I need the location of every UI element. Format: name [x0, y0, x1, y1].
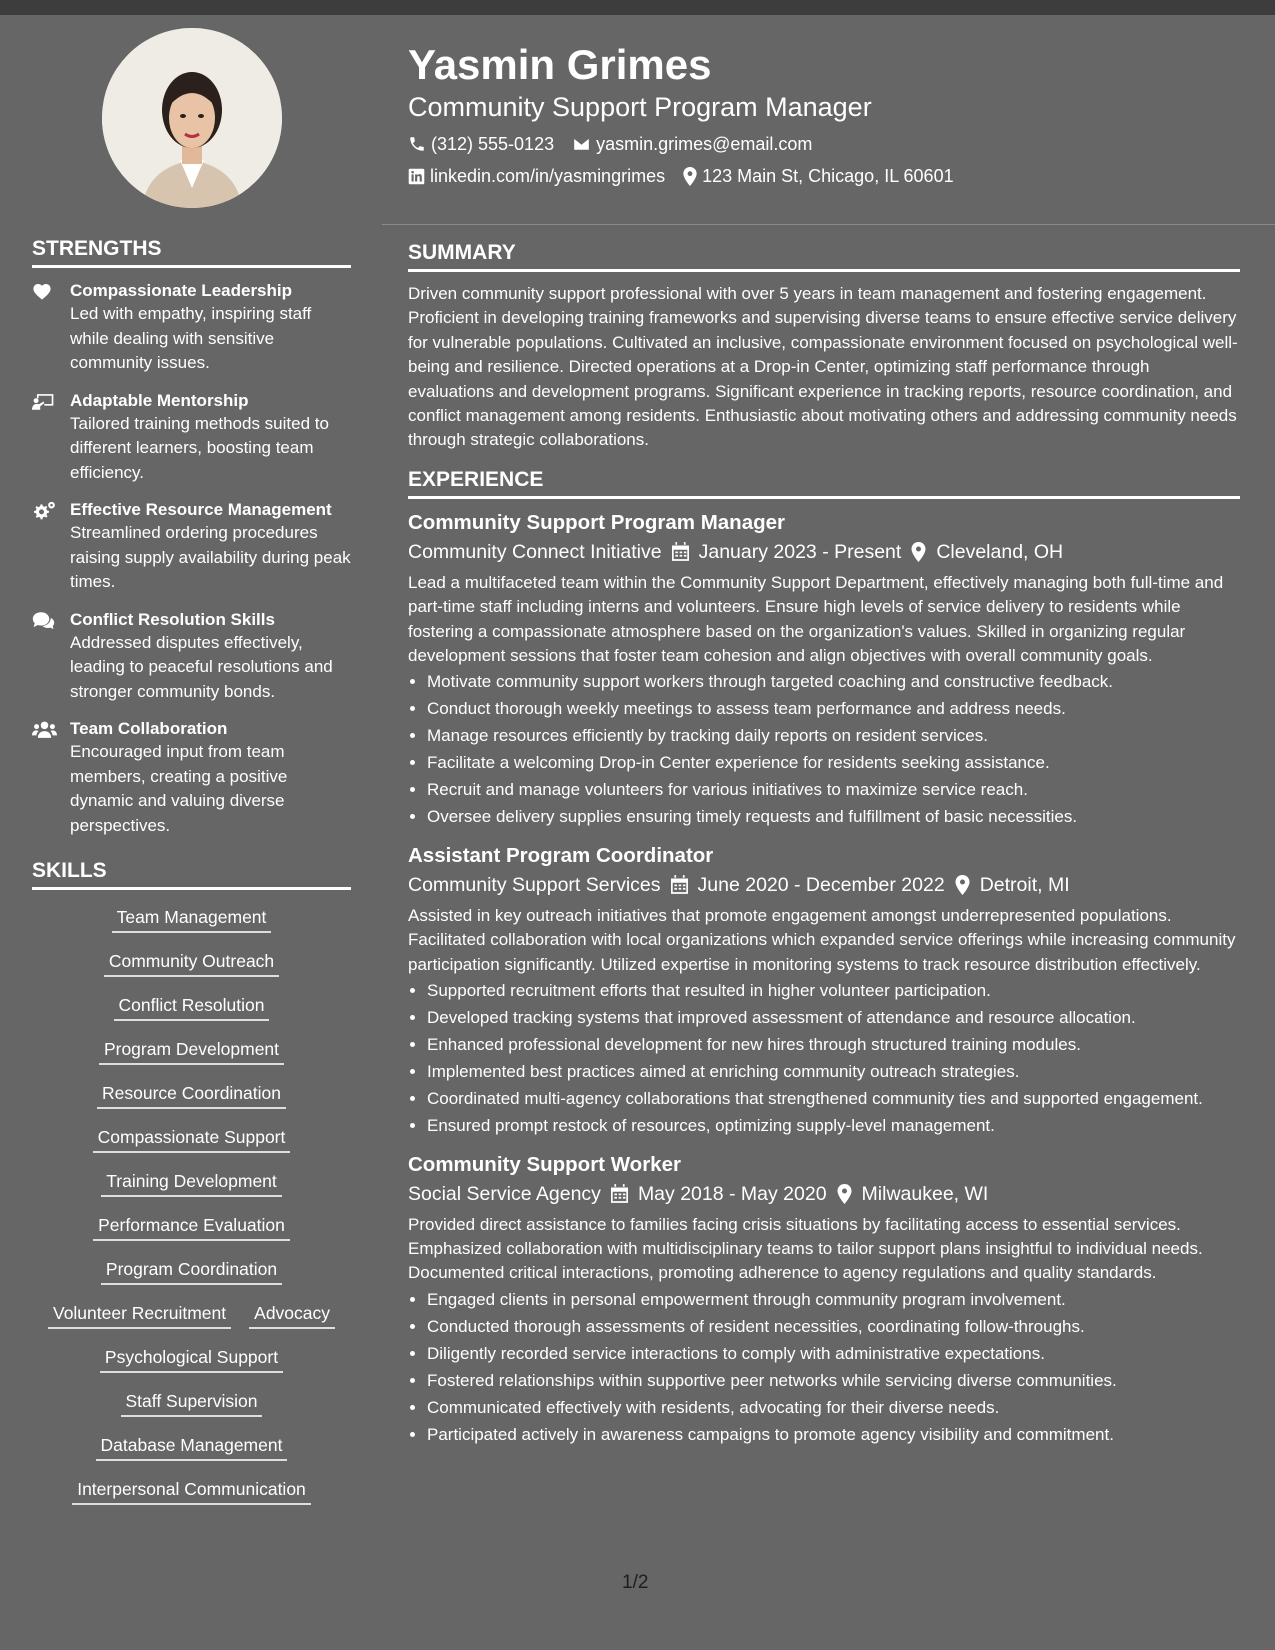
strength-description: Led with empathy, inspiring staff while dealing with sensitive community issues.: [70, 304, 312, 372]
skill-tag: Staff Supervision: [121, 1390, 263, 1417]
address-contact: [683, 160, 954, 192]
job-description: Provided direct assistance to families facing crisis situations by facilitating access to essential services. Emphasized collaboration with multidisciplinary teams to tailor support plans insightful to individual needs. Documented critical interactions, promoting adherence to agency regulations and quality standards.: [408, 1214, 1203, 1283]
strength-description: Tailored training methods suited to different learners, boosting team efficiency.: [70, 413, 329, 482]
job-meta: [408, 537, 1240, 567]
strength-description: Encouraged input from team members, creating a positive dynamic and valuing diverse perspectives.: [70, 742, 288, 835]
list-item: • Ensured prompt restock of resources, optimizing supply-level management.: [427, 1114, 1240, 1138]
job-title: Community Support Program Manager: [408, 510, 786, 534]
list-item: • Conducted thorough assessments of resident necessities, coordinating follow-throughs.: [427, 1315, 1240, 1339]
heart-icon: [32, 280, 56, 376]
skill-tag: Interpersonal Communication: [72, 1478, 311, 1505]
list-item: • Participated actively in awareness campaigns to promote agency visibility and commitment.: [427, 1423, 1240, 1447]
header-divider: [382, 224, 1275, 225]
list-item: • Diligently recorded service interactions to comply with administrative expectations.: [427, 1342, 1240, 1366]
job-dates: June 2020 - December 2022: [697, 873, 945, 896]
job-entry: [408, 842, 1240, 1139]
linkedin-contact[interactable]: [408, 160, 665, 192]
address-text: 123 Main St, Chicago, IL 60601: [702, 166, 954, 186]
job-meta: [408, 870, 1240, 900]
strength-item: [32, 390, 351, 486]
candidate-title: Community Support Program Manager: [408, 92, 872, 122]
job-entry: [408, 1151, 1240, 1448]
strength-description: Streamlined ordering procedures raising supply availability during peak times.: [70, 523, 351, 591]
job-company: Community Connect Initiative: [408, 540, 662, 563]
envelope-icon: [572, 136, 591, 152]
email-contact[interactable]: [572, 128, 812, 160]
sidebar: [32, 28, 351, 1505]
skill-tag: Database Management: [96, 1434, 288, 1461]
job-description: Assisted in key outreach initiatives that promote engagement amongst underrepresented populations. Facilitated collaboration with local organizations which expanded service offerings while increasing community participation significantly. Utilized expertise in monitoring systems to track resource distribution effectively.: [408, 905, 1236, 974]
strength-title: Conflict Resolution Skills: [70, 609, 275, 629]
skill-tag: Program Development: [99, 1038, 284, 1065]
strengths-list: [32, 280, 351, 838]
strength-title: Adaptable Mentorship: [70, 390, 249, 410]
profile-photo: [102, 28, 282, 208]
strength-title: Effective Resource Management: [70, 500, 332, 519]
job-location: Milwaukee, WI: [861, 1182, 989, 1205]
job-location: Cleveland, OH: [936, 540, 1064, 563]
list-item: • Supported recruitment efforts that resulted in higher volunteer participation.: [427, 979, 1240, 1003]
strengths-heading: STRENGTHS: [32, 236, 351, 268]
strength-item: [32, 280, 351, 376]
list-item: • Motivate community support workers through targeted coaching and constructive feedback.: [427, 670, 1240, 694]
job-dates: May 2018 - May 2020: [637, 1182, 827, 1205]
map-pin-icon: [955, 875, 970, 895]
strength-description: Addressed disputes effectively, leading to peaceful resolutions and stronger community bonds.: [70, 632, 333, 701]
linkedin-text[interactable]: linkedin.com/in/yasmingrimes: [430, 166, 666, 186]
strength-item: [32, 609, 351, 705]
job-meta: [408, 1179, 1240, 1209]
contact-row-2: [408, 160, 1240, 192]
list-item: • Enhanced professional development for new hires through structured training modules.: [427, 1033, 1240, 1057]
map-pin-icon: [683, 167, 697, 186]
skill-tag: Performance Evaluation: [93, 1214, 290, 1241]
list-item: • Fostered relationships within supportive peer networks while servicing diverse communities.: [427, 1369, 1240, 1393]
list-item: • Engaged clients in personal empowerment through community program involvement.: [427, 1288, 1240, 1312]
main-sections: [408, 240, 1240, 1459]
job-company: Social Service Agency: [408, 1182, 601, 1205]
calendar-icon: [671, 875, 688, 894]
skill-tag: Team Management: [112, 906, 272, 933]
job-dates: January 2023 - Present: [698, 540, 902, 563]
contact-row-1: [408, 128, 1240, 160]
skill-tag: Resource Coordination: [97, 1082, 286, 1109]
list-item: • Facilitate a welcoming Drop-in Center experience for residents seeking assistance.: [427, 751, 1240, 775]
list-item: • Coordinated multi-agency collaborations that strengthened community ties and supported engagement.: [427, 1087, 1240, 1111]
job-location: Detroit, MI: [979, 873, 1070, 896]
list-item: • Manage resources efficiently by tracking daily reports on resident services.: [427, 724, 1240, 748]
summary-text: Driven community support professional with over 5 years in team management and fostering engagement. Proficient in developing training frameworks and supervising diverse teams to ensure effective service delivery for vulnerable populations. Cultivated an inclusive, compassionate environment focused on psychological well-being and resilience. Directed operations at a Drop-in Center, optimizing staff performance through evaluations and development programs. Significant experience in tracking reports, resource coordination, and conflict management among residents. Enthusiastic about motivating others and addressing community needs through strategic collaborations.: [408, 284, 1238, 450]
candidate-name: Yasmin Grimes: [408, 41, 712, 88]
skill-tag: Volunteer Recruitment: [48, 1302, 231, 1329]
skill-tag: Program Coordination: [101, 1258, 282, 1285]
skills-heading: SKILLS: [32, 858, 351, 890]
job-bullets: [408, 1288, 1240, 1447]
page-number: 1/2: [622, 1572, 649, 1593]
map-pin-icon: [837, 1184, 852, 1204]
map-pin-icon: [911, 542, 926, 562]
job-title: Assistant Program Coordinator: [408, 843, 714, 867]
skill-tag: Advocacy: [249, 1302, 335, 1329]
list-item: • Conduct thorough weekly meetings to assess team performance and address needs.: [427, 697, 1240, 721]
list-item: • Communicated effectively with residents, advocating for their diverse needs.: [427, 1396, 1240, 1420]
job-company: Community Support Services: [408, 873, 661, 896]
list-item: • Developed tracking systems that improved assessment of attendance and resource allocation.: [427, 1006, 1240, 1030]
skill-tag: Training Development: [101, 1170, 282, 1197]
job-description: Lead a multifaceted team within the Community Support Department, effectively managing both full-time and part-time staff including interns and volunteers. Ensure high levels of service delivery to residents while fostering a compassionate atmosphere based on the organization's values. Skilled in organizing regular development sessions that foster team cohesion and align objectives with overall community goals.: [408, 572, 1224, 666]
experience-list: [408, 509, 1240, 1447]
phone-contact: [408, 128, 554, 160]
skill-tag: Psychological Support: [100, 1346, 283, 1373]
phone-text: (312) 555-0123: [431, 134, 555, 154]
list-item: • Oversee delivery supplies ensuring timely requests and fulfillment of basic necessities.: [427, 805, 1240, 829]
gears-icon: [32, 499, 56, 595]
skill-tag: Compassionate Support: [93, 1126, 291, 1153]
users-icon: [32, 718, 56, 838]
email-text[interactable]: yasmin.grimes@email.com: [596, 134, 813, 154]
calendar-icon: [672, 542, 689, 561]
calendar-icon: [611, 1184, 628, 1203]
top-bar: [0, 0, 1275, 15]
linkedin-icon: [408, 168, 425, 185]
strength-title: Team Collaboration: [70, 719, 228, 738]
job-bullets: [408, 670, 1240, 829]
chalkboard-teacher-icon: [32, 390, 56, 486]
phone-icon: [408, 135, 426, 153]
list-item: • Recruit and manage volunteers for various initiatives to maximize service reach.: [427, 778, 1240, 802]
comments-icon: [32, 609, 56, 705]
skill-tag: Community Outreach: [104, 950, 279, 977]
strength-item: [32, 499, 351, 595]
job-entry: [408, 509, 1240, 830]
job-bullets: [408, 979, 1240, 1138]
main-content: [408, 40, 1240, 192]
strength-title: Compassionate Leadership: [70, 281, 293, 300]
job-title: Community Support Worker: [408, 1152, 681, 1176]
summary-heading: SUMMARY: [408, 240, 1240, 272]
list-item: • Implemented best practices aimed at enriching community outreach strategies.: [427, 1060, 1240, 1084]
skills-list: [32, 900, 351, 1505]
skill-tag: Conflict Resolution: [114, 994, 270, 1021]
strength-item: [32, 718, 351, 838]
experience-heading: EXPERIENCE: [408, 467, 1240, 499]
